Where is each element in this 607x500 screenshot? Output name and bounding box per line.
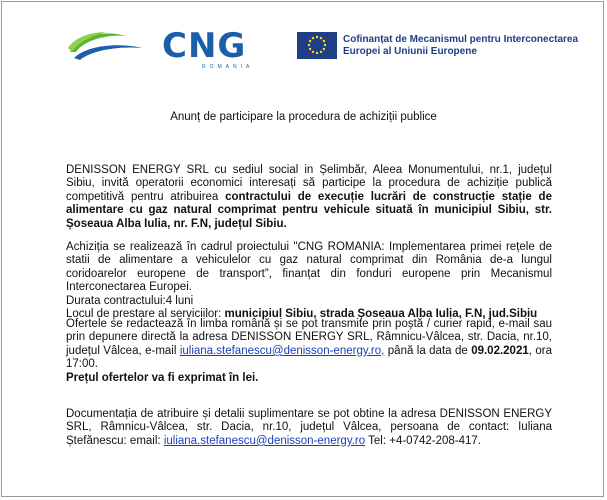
cng-logo-swoosh-icon xyxy=(66,22,166,68)
cng-romania-logo xyxy=(66,22,254,70)
eu-flag-icon xyxy=(297,32,337,59)
location-value: municipiul Sibiu, strada Șoseaua Alba Iulia, F.N, jud.Sibiu xyxy=(224,308,538,321)
documentation-email-link[interactable]: iuliana.stefanescu@denisson-energy.ro xyxy=(163,434,366,447)
page-title: Anunț de participare la procedura de achiziții publice xyxy=(170,111,437,123)
contract-duration: Durata contractului:4 luni xyxy=(66,294,194,307)
contact-phone: Tel: +4-0742-208-417. xyxy=(365,434,481,447)
cng-logo-tagline: ROMANIA xyxy=(202,64,254,70)
eu-text-line-2: Europei al Uniunii Europene xyxy=(343,46,477,57)
contract-description: contractului de execuție lucrări de construcție stație de alimentare cu gaz natural comprimat pentru vehicule situată în municipiul Sibiu, str. Șoseaua Alba Iulia, nr. F.N, județul Sibiu. xyxy=(66,190,552,230)
offers-text-3: , ora 17:00. xyxy=(66,344,552,371)
offers-text-2: până la data de xyxy=(384,344,472,357)
location-label: Locul de prestare al serviciilor: xyxy=(66,308,225,321)
deadline-date: 09.02.2021 xyxy=(471,344,529,357)
price-currency-note: Prețul ofertelor va fi exprimat în lei. xyxy=(66,371,259,384)
eu-text-line-1: Cofinanțat de Mecanismul pentru Interconectarea xyxy=(343,34,579,45)
intro-text: DENISSON ENERGY SRL cu sediul social in Șelimbăr, Aleea Monumentului, nr.1, județul Sibiu, invită operatorii economici interesați să participe la procedura de achiziție publică competitivă pentru atribuirea xyxy=(66,164,552,203)
eu-cofinancing-text xyxy=(343,34,593,58)
paragraph-intro xyxy=(66,164,552,231)
documentation-text: Documentația de atribuire și detalii suplimentare se pot obtine la adresa DENISSON ENERGY SRL, Râmnicu-Vâlcea, str. Dacia, nr.10, județul Vâlcea, persoana de contact: Iuliana Ștefănescu: email: xyxy=(66,408,552,447)
offers-email-link[interactable]: iuliana.stefanescu@denisson-energy.ro, xyxy=(179,344,385,357)
paragraph-offers xyxy=(66,318,552,385)
offers-text: Ofertele se redactează în limba română și se pot transmite prin poștă / curier rapid, e-mail sau prin depunere directă la adresa DENISSON ENERGY SRL, Râmnicu-Vâlcea, str. Dacia, nr.10, județul Vâlcea, e-mail xyxy=(66,318,552,357)
paragraph-project xyxy=(66,241,552,321)
cng-logo-text: CNG xyxy=(162,26,247,66)
paragraph-documentation xyxy=(66,408,552,448)
project-text: Achiziția se realizează în cadrul proiectului "CNG ROMANIA: Implementarea primei rețele de statii de alimentare a vehiculelor cu gaz natural comprimat din România de-a lungul coridoarelor europene de transport”, finanțat din fonduri europene prin Mecanismul Interconectarea Europei. xyxy=(66,241,552,294)
